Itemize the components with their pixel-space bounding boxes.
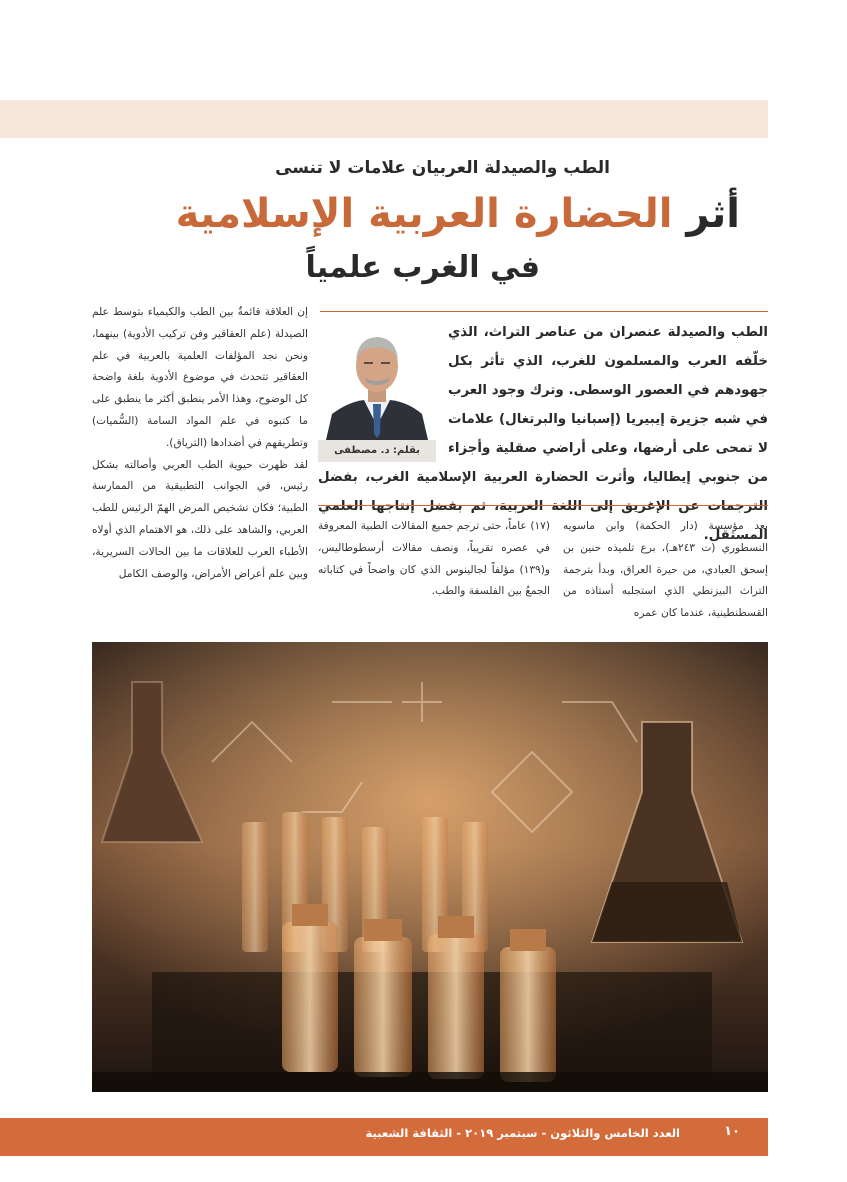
headline-accent: الحضارة العربية الإسلامية (175, 191, 673, 237)
author-caption: بقلم: د. مصطفى (318, 440, 436, 462)
article-subheadline: في الغرب علمياً (305, 250, 540, 285)
headline-prefix: أثر (672, 191, 740, 237)
intro-top-rule (320, 311, 768, 312)
top-band (0, 100, 768, 138)
author-photo (318, 322, 436, 440)
intro-text: الطب والصيدلة عنصران من عناصر التراث، الذي خلّفه العرب والمسلمون للغرب، الذي تأثر بكل جهودهم في العصور الوسطى. وترك وجود العرب في شبه جزيرة إيبيريا (إسبانيا والبرتغال) علامات لا تمحى على أرضها، وعلى أراضي صقلية وأجزاء من جنوبي إيطاليا، وأثرت الحضارة العربية الإسلامية الغرب، بفضل الترجمات عن الإغريق إلى اللغة العربية، ثم بفضل إنتاجها العلمي المستقل. (318, 325, 768, 543)
column-middle-paragraph: (١٧) عاماً، حتى ترجم جميع المقالات الطبية المعروفة في عصره تقريباً، ونصف مقالات أرسطوطاليس، و(١٣٩) مؤلفاً لجالينوس الذي كان واضحاً في كتاباته الجمعُ بين الفلسفة والطب. (318, 520, 550, 598)
lab-glassware-photo (92, 642, 768, 1092)
author-portrait (318, 322, 436, 462)
column-left-paragraph-1: إن العلاقة قائمةٌ بين الطب والكيمياء بتوسط علم الصيدلة (علم العقاقير وفن تركيب الأدوية) بينهما، ونحن نجد المؤلفات العلمية بالعربية في علم العقاقير تتحدث في موضوع الأدوية بلغة واضحة كل الوضوح، وهذا الأمر ينطبق أكثر ما ينطبق على ما كتبوه في علم المواد السامة (السُّميات) وتطريقهم في أضدادها (الترياق). (92, 306, 308, 449)
page-number: ١٠ (724, 1124, 740, 1139)
column-right-paragraph: بعد مؤسسة (دار الحكمة) وابن ماسويه النسطوري (ت ٢٤٣هـ)، برع تلميذه حنين بن إسحق العبادي، من حيرة العراق، وبدأ بترجمة التراث البيزنطي الذي استجلبه أستاذه من القسطنطينية، عندما كان عمره (563, 520, 769, 620)
column-right (563, 516, 768, 625)
intro-bottom-rule (318, 505, 768, 506)
article-kicker: الطب والصيدلة العربيان علامات لا تنسى (275, 158, 610, 178)
article-headline (80, 190, 740, 238)
column-left-paragraph-2: لقد ظهرت حيوية الطب العربي وأصالته بشكل رئيس، في الجوانب التطبيقية من الممارسة الطبية؛ فكان تشخيص المرض الهمّ الرئيس للطب العربي، والشاهد على ذلك، هو الاهتمام الذي أولاه الأطباء العرب للعلاقات ما بين الحالات السريرية، وبين علم أعراض الأمراض، والوصف الكامل (92, 458, 308, 580)
footer-issue-text: العدد الخامس والثلاثون - سبتمبر ٢٠١٩ - الثقافة الشعبية (365, 1126, 680, 1140)
lab-photo-illustration (92, 642, 768, 1092)
column-left (92, 302, 308, 585)
column-middle (318, 516, 550, 603)
